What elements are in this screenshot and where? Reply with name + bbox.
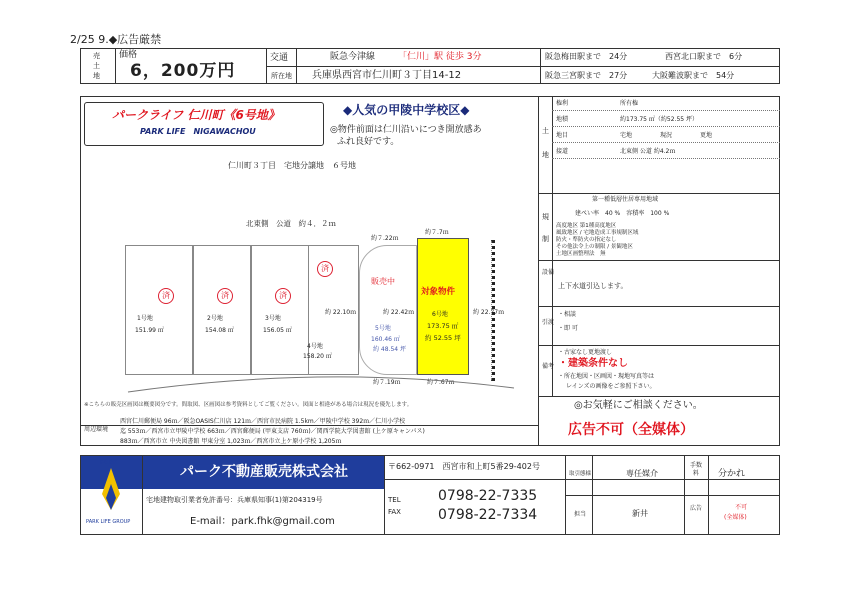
fee-value: 分かれ	[718, 469, 746, 479]
type-label-1: 売	[93, 52, 100, 60]
spec-rights-label: 権利	[556, 100, 569, 107]
tel-number[interactable]: 0798-22-7335	[438, 488, 538, 504]
fax-number: 0798-22-7334	[438, 507, 538, 523]
nearby-label: 周辺環境	[84, 426, 109, 433]
lot-3	[251, 245, 309, 375]
lot-2-area: 154.08 ㎡	[205, 327, 234, 334]
lot-4-name: 4号地	[307, 343, 323, 350]
brand-title: パークライフ 仁川町《6号地》	[112, 108, 280, 122]
section-remarks: 備考	[542, 363, 555, 370]
company-email: E-mail：park.fhk@gmail.com	[190, 516, 335, 527]
page-note: 2/25 9.◆広告厳禁	[70, 33, 162, 46]
section-delivery: 引渡	[542, 319, 555, 326]
dim-lot6-bottom: 約７.67ｍ	[427, 379, 455, 386]
target-tsubo: 約 52.55 坪	[425, 334, 461, 342]
company-name: パーク不動産販売株式会社	[180, 464, 348, 480]
staff-label: 担当	[574, 511, 587, 518]
sold-mark-lot-1: 済	[158, 288, 174, 304]
spec-road-value: 北東側 公道 約4.2ｍ	[620, 148, 676, 155]
lot-1-area: 151.99 ㎡	[135, 327, 164, 334]
lot-4-area: 158.20 ㎡	[303, 353, 332, 360]
ad-value-1: 不可	[735, 504, 748, 511]
nearby-line-2: 迄 553ｍ／西宮市立甲陵中学校 663ｍ／西宮郵便局 (甲東支店 760ｍ)／関西学院大学図書館 (上ケ原キャンパス)	[120, 428, 425, 435]
plan-title: 仁川町３丁目 宅地分譲地 ６号地	[228, 161, 356, 170]
remarks-1: ・古家なし更地渡し	[558, 349, 613, 356]
sold-mark-lot-2: 済	[217, 288, 233, 304]
for-sale-label: 販売中	[371, 277, 395, 286]
ad-value-2: (全媒体)	[724, 514, 747, 521]
spec-rights-value: 所有権	[620, 100, 639, 107]
contact-note: ◎お気軽にご相談ください。	[574, 400, 703, 411]
spec-area-value: 約173.75 ㎡（約52.55 坪）	[620, 116, 698, 123]
dim-lot6-top: 約７.7ｍ	[425, 229, 449, 236]
lot-5-tsubo: 約 48.54 坪	[373, 346, 406, 353]
tel-label: TEL	[388, 496, 401, 504]
reg-note-2: 風致地区 / 宅地造成工事規制区域	[556, 230, 639, 236]
spec-area-label: 地積	[556, 116, 569, 123]
road-label: 北東側 公道 約４．２ｍ	[246, 219, 336, 228]
sold-mark-lot-3: 済	[275, 288, 291, 304]
spec-category-value: 宅地	[620, 132, 633, 139]
reg-note-4: その他法令上の制限 / 景観地区	[556, 244, 633, 250]
type-label-3: 地	[93, 72, 100, 80]
dim-lot4-depth: 約 22.10ｍ	[325, 309, 357, 316]
dim-lot5-top: 約７.22ｍ	[371, 235, 399, 242]
deal-type: 専任媒介	[626, 469, 658, 478]
reg-note-1: 高度地区 第1種高度地区	[556, 223, 617, 229]
lot-6-target	[417, 238, 469, 375]
utilities: 上下水道引込します。	[558, 282, 628, 290]
station: 「仁川」駅 徒歩 3分	[398, 52, 482, 62]
section-utilities: 設備	[542, 269, 555, 276]
remark-line-1: ◎物件前面は仁川沿いにつき開放感あ	[330, 125, 482, 135]
target-area: 173.75 ㎡	[427, 322, 459, 330]
nearby-line-3: 883ｍ／西宮市立 中央図書館 甲東分室 1,023ｍ／西宮市立上ケ原小学校 1,205ｍ	[120, 438, 342, 445]
delivery-2: ・即 可	[558, 325, 578, 332]
access-2: 西宮北口駅まで 6分	[665, 52, 743, 61]
staff-name: 新井	[632, 509, 648, 518]
target-label: 対象物件	[421, 287, 456, 297]
dim-lot6-depth: 約 22.77ｍ	[473, 309, 505, 316]
postal-address: 〒662-0971 西宮市和上町5番29-402号	[388, 462, 540, 471]
lot-1	[125, 245, 193, 375]
lot-2-name: 2号地	[207, 315, 223, 322]
transport-label: 交通	[270, 53, 289, 63]
lot-5-area: 160.46 ㎡	[371, 336, 400, 343]
access-4: 大阪難波駅まで 54分	[652, 71, 735, 80]
reg-note-3: 防火・準防火の指定なし	[556, 237, 617, 243]
access-1: 阪急梅田駅まで 24分	[545, 52, 628, 61]
remarks-3: ・所在地図・区画図・現地写真等は	[558, 373, 655, 380]
dim-lot5-bottom: 約７.19ｍ	[373, 379, 401, 386]
ad-label: 広告	[689, 505, 702, 512]
remarks-4: レインズの画像をご参照下さい。	[566, 383, 656, 390]
lot-1-name: 1号地	[137, 315, 153, 322]
price-value: 6，200万円	[130, 61, 236, 81]
lot-5-name: 5号地	[375, 325, 391, 332]
lot-3-area: 156.05 ㎡	[263, 327, 292, 334]
zoning: 第一種低層住居専用地域	[592, 196, 659, 203]
lot-2	[193, 245, 251, 375]
brand-subtitle: PARK LIFE NIGAWACHOU	[140, 127, 256, 136]
section-land-1: 土	[542, 127, 549, 135]
nearby-line-1: 西宮仁川郵便局 96ｍ／阪急OASIS仁川店 121ｍ／西宮市民病院 1.5km／甲陵中学校 392ｍ／仁川小学校	[120, 418, 406, 425]
dim-lot5-depth: 約 22.42ｍ	[383, 309, 415, 316]
address: 兵庫県西宮市仁川町３丁目14-12	[312, 70, 462, 81]
access-3: 阪急三宮駅まで 27分	[545, 71, 628, 80]
target-name: 6号地	[432, 311, 448, 318]
sold-mark-lot-4: 済	[317, 261, 333, 277]
remarks-2-no-building-condition: ・建築条件なし	[558, 358, 628, 369]
spec-road-label: 接道	[556, 148, 569, 155]
coverage: 建ぺい率 40 % 容積率 100 %	[575, 210, 670, 217]
spec-current-label: 現況	[660, 132, 673, 139]
section-regulation-1: 規	[542, 213, 549, 221]
type-label-2: 土	[93, 62, 100, 70]
remark-line-2: ふれ良好です。	[337, 137, 400, 147]
license-number: 宅地建物取引業者免許番号：兵庫県知事(1)第204319号	[146, 496, 323, 504]
line-name: 阪急今津線	[330, 52, 376, 62]
spec-category-label: 地目	[556, 132, 569, 139]
reg-note-5: 土地区画整理法 無	[556, 251, 606, 257]
fee-label: 手数料	[689, 462, 702, 477]
school-banner: ◆人気の甲陵中学校区◆	[343, 103, 470, 117]
fax-label: FAX	[388, 508, 401, 516]
logo-text: PARK	[100, 459, 118, 466]
no-ad-notice: 広告不可（全媒体）	[568, 422, 694, 438]
plan-note: ※こちらの販売区画図は概要図分です。間取図、区画図は参考資料としてご覧ください。図面と相違がある場合は現況を優先します。	[84, 402, 413, 408]
deal-type-label: 取引態様	[569, 471, 592, 477]
section-land-2: 地	[542, 151, 549, 159]
lot-3-name: 3号地	[265, 315, 281, 322]
address-label: 所在地	[271, 72, 292, 80]
river-line	[126, 372, 516, 402]
logo-subtext: PARK LIFE GROUP	[86, 519, 131, 525]
delivery: ・相談	[558, 311, 577, 318]
price-label: 価格	[119, 50, 138, 60]
spec-current-value: 更地	[700, 132, 713, 139]
section-regulation-2: 制	[542, 235, 549, 243]
